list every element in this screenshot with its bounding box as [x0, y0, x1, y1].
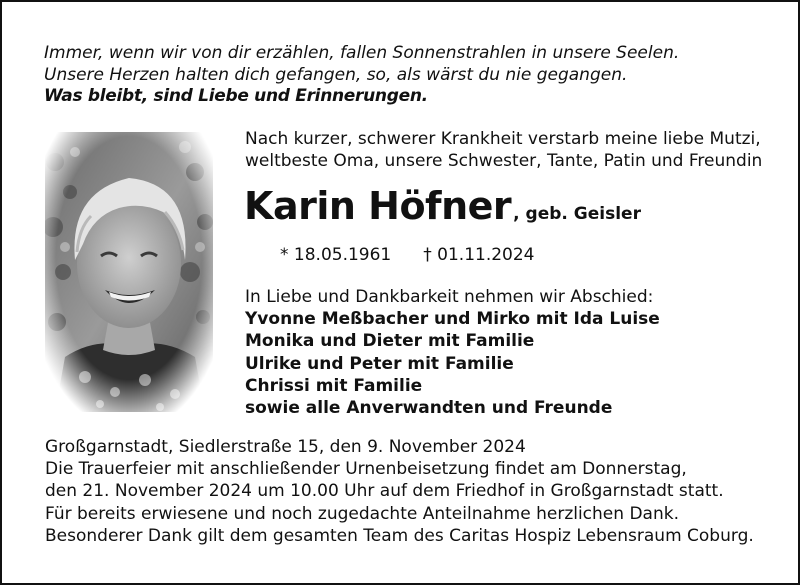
- footer-line: Besonderer Dank gilt dem gesamten Team des Caritas Hospiz Lebensraum Coburg.: [45, 525, 754, 546]
- footer-line: den 21. November 2024 um 10.00 Uhr auf dem Friedhof in Großgarnstadt statt.: [45, 481, 724, 502]
- poem-line-1: Immer, wenn wir von dir erzählen, fallen Sonnenstrahlen in unsere Seelen.: [44, 43, 680, 63]
- poem: [44, 43, 679, 108]
- poem-line-2: Unsere Herzen halten dich gefangen, so, als wärst du nie gegangen.: [44, 64, 628, 85]
- footer-line: Die Trauerfeier mit anschließender Urnenbeisetzung findet am Donnerstag,: [45, 459, 687, 480]
- life-dates: [280, 244, 535, 266]
- death-date: † 01.11.2024: [423, 245, 535, 265]
- deceased-name: Karin Höfner: [244, 184, 512, 228]
- mourner: sowie alle Anverwandten und Freunde: [245, 398, 613, 419]
- portrait-photo: [45, 132, 213, 412]
- intro-text: [245, 128, 775, 172]
- deceased-name-line: [244, 184, 641, 228]
- footer-text: [45, 436, 785, 547]
- poem-line-3: Was bleibt, sind Liebe und Erinnerungen.: [44, 86, 428, 106]
- intro-line-2: weltbeste Oma, unsere Schwester, Tante, Patin und Freundin: [245, 151, 763, 171]
- mourner: Chrissi mit Familie: [245, 375, 423, 396]
- mourners-lead: In Liebe und Dankbarkeit nehmen wir Abschied:: [245, 287, 654, 307]
- mourners-list: [245, 286, 660, 419]
- mourner: Monika und Dieter mit Familie: [245, 331, 535, 352]
- mourner: Ulrike und Peter mit Familie: [245, 353, 514, 374]
- mourner: Yvonne Meßbacher und Mirko mit Ida Luise: [245, 309, 660, 330]
- footer-line: Für bereits erwiesene und noch zugedachte Anteilnahme herzlichen Dank.: [45, 503, 679, 524]
- birth-name: , geb. Geisler: [513, 204, 641, 224]
- birth-date: * 18.05.1961: [280, 245, 392, 265]
- footer-line: Großgarnstadt, Siedlerstraße 15, den 9. November 2024: [45, 437, 526, 457]
- intro-line-1: Nach kurzer, schwerer Krankheit verstarb meine liebe Mutzi,: [245, 129, 761, 149]
